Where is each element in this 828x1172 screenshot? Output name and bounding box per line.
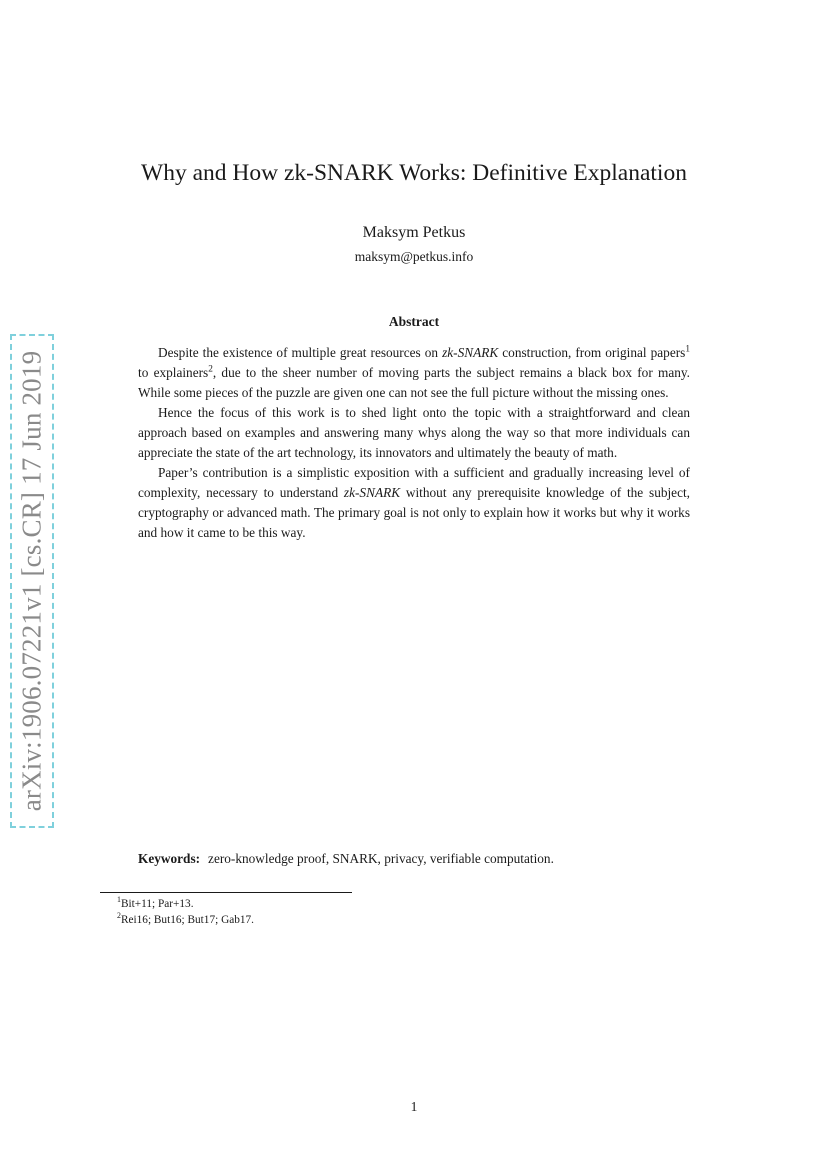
footnote-2-text: Rei16; But16; But17; Gab17. xyxy=(120,914,255,926)
abstract-p3-text-b: without any prerequisite knowledge of the subject, cryptography or advanced math. The primary goal is not only to explain how it works but why it works and how it came to be this way. xyxy=(138,485,691,540)
author-name: Maksym Petkus xyxy=(362,224,466,241)
footnotes xyxy=(117,896,254,928)
arxiv-side-stamp xyxy=(10,334,54,828)
keywords-label: Keywords: xyxy=(138,851,201,866)
keywords-line xyxy=(138,851,698,867)
paper-title: Why and How zk-SNARK Works: Definitive Explanation xyxy=(141,160,687,186)
page-number: 1 xyxy=(410,1099,418,1114)
footnote-marker-1: 1 xyxy=(685,344,690,355)
footnote-1-text: Bit+11; Par+13. xyxy=(120,898,194,910)
footnote-1 xyxy=(117,896,254,912)
abstract-p1-emphasis: zk-SNARK xyxy=(442,345,499,360)
arxiv-identifier: arXiv:1906.07221v1 [cs.CR] 17 Jun 2019 xyxy=(16,350,47,812)
abstract-body xyxy=(138,343,690,543)
footnote-1-mark: 1 xyxy=(117,895,121,905)
abstract-paragraph-3 xyxy=(138,463,690,543)
abstract-heading: Abstract xyxy=(388,314,440,329)
footnote-2 xyxy=(117,912,254,928)
author-email: maksym@petkus.info xyxy=(354,249,474,264)
footnote-2-mark: 2 xyxy=(117,911,121,921)
abstract-p1-text-d: , due to the sheer number of moving parts the subject remains a black box for many. While some pieces of the puzzle are given one can not see the full picture without the missing ones. xyxy=(138,365,690,400)
abstract-p1-text-a: Despite the existence of multiple great resources on xyxy=(158,345,443,360)
abstract-paragraph-1 xyxy=(138,343,690,403)
keywords-text: zero-knowledge proof, SNARK, privacy, verifiable computation. xyxy=(208,851,554,866)
abstract-p1-text-c: to explainers xyxy=(138,365,209,380)
abstract-paragraph-2: Hence the focus of this work is to shed light onto the topic with a straightforward and clean approach based on examples and answering many whys along the way so that more individuals can appreciate the state of the art technology, its innovators and ultimately the beauty of math. xyxy=(138,405,690,460)
abstract-p1-text-b: construction, from original papers xyxy=(498,345,686,360)
abstract-p3-emphasis: zk-SNARK xyxy=(343,485,401,500)
abstract-p3-text-a: Paper’s contribution is a simplistic exposition with a sufficient and gradually increasing level of complexity, necessary to understand xyxy=(138,465,690,500)
footnote-marker-2: 2 xyxy=(208,364,213,375)
footnote-divider xyxy=(100,892,352,893)
